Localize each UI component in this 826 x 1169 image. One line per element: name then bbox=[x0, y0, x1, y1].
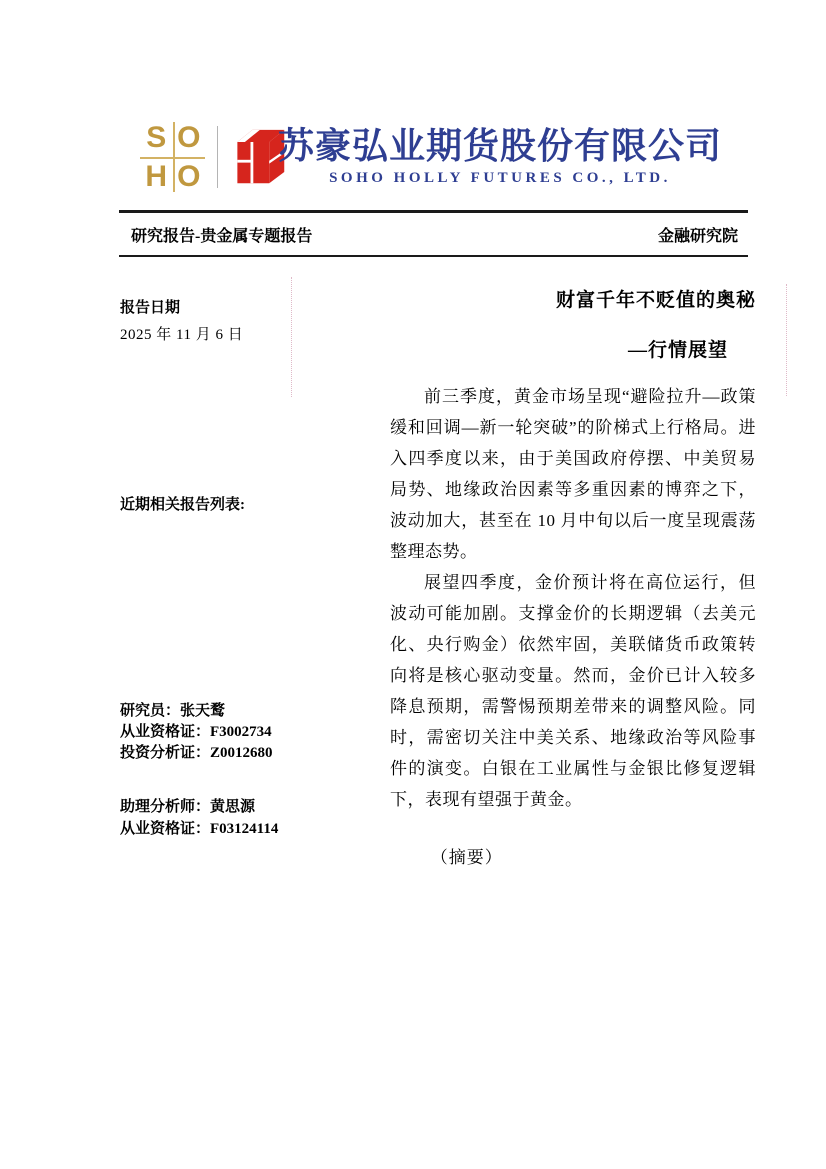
company-name-block bbox=[278, 125, 723, 188]
report-type-label: 研究报告-贵金属专题报告 bbox=[131, 227, 313, 245]
report-header-band bbox=[119, 210, 748, 257]
abstract-note: （摘要） bbox=[430, 848, 503, 867]
institute-label: 金融研究院 bbox=[657, 227, 738, 245]
assistant-name-line: 助理分析师：黄思源 bbox=[120, 799, 256, 815]
report-title: 财富千年不贬值的奥秘 bbox=[555, 290, 756, 311]
analyst-license-line: 投资分析证：Z0012680 bbox=[120, 745, 273, 761]
logo-letter: O bbox=[177, 120, 201, 154]
report-subtitle: —行情展望 bbox=[627, 340, 728, 361]
assistant-qualification-line: 从业资格证：F03124114 bbox=[120, 821, 279, 837]
related-reports-label: 近期相关报告列表: bbox=[120, 497, 245, 513]
analyst-qualification-line: 从业资格证：F3002734 bbox=[120, 724, 272, 740]
report-date-value: 2025 年 11 月 6 日 bbox=[120, 327, 244, 343]
logo-letter: O bbox=[177, 159, 201, 193]
column-guide-line bbox=[786, 284, 787, 396]
logo-divider bbox=[217, 126, 218, 188]
logo-letter: H bbox=[145, 159, 168, 193]
company-logo bbox=[140, 114, 723, 200]
summary-paragraph: 前三季度，黄金市场呈现“避险拉升—政策缓和回调—新一轮突破”的阶梯式上行格局。进入四季度以来，由于美国政府停摆、中美贸易局势、地缘政治因素等多重因素的博弈之下，波动加大，甚至在 10 月中旬以后一度呈现震荡整理态势。 bbox=[390, 387, 756, 561]
soho-grid-logo-icon bbox=[140, 118, 205, 196]
report-date-label: 报告日期 bbox=[120, 300, 181, 316]
company-name-cn: 苏豪弘业期货股份有限公司 bbox=[278, 125, 723, 166]
company-name-en: SOHO HOLLY FUTURES CO., LTD. bbox=[329, 170, 671, 187]
logo-letter: S bbox=[146, 120, 167, 154]
summary-paragraph: 展望四季度，金价预计将在高位运行，但波动可能加剧。支撑金价的长期逻辑（去美元化、央行购金）依然牢固，美联储货币政策转向将是核心驱动变量。然而，金价已计入较多降息预期，需警惕预期差带来的调整风险。同时，需密切关注中美关系、地缘政治等风险事件的演变。白银在工业属性与金银比修复逻辑下，表现有望强于黄金。 bbox=[390, 573, 756, 809]
analyst-name-line: 研究员：张天鹜 bbox=[120, 703, 226, 719]
analyst-info-block bbox=[120, 701, 273, 764]
column-guide-line bbox=[291, 277, 292, 397]
report-summary bbox=[390, 381, 756, 815]
report-main-column bbox=[390, 288, 756, 868]
assistant-info-block bbox=[120, 796, 278, 840]
